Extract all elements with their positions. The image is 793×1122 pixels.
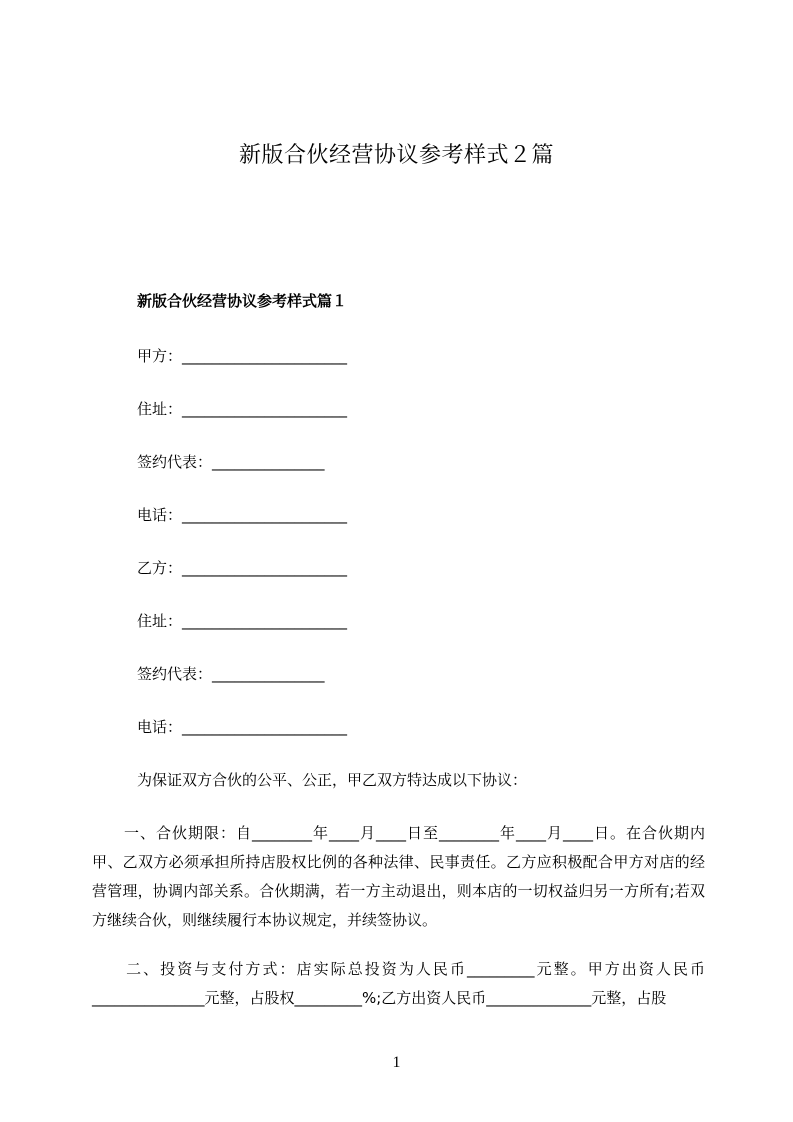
party-a-address-field: 住址：______________________ — [137, 400, 348, 418]
party-a-phone-field: 电话：______________________ — [137, 506, 348, 524]
party-a-name-field: 甲方：______________________ — [137, 347, 348, 365]
clause-1-term: 一、合伙期限：自________年____月____日至________年____月____日。在合伙期内甲、乙双方必须承担所持店股权比例的各种法律、民事责任。乙方应积极配合甲方对店的经营管理，协调内部关系。合伙期满，若一方主动退出，则本店的一切权益归另一方所有;若双方继续合伙，则继续履行本协议规定，并续签协议。 — [92, 824, 705, 929]
intro-text: 为保证双方合伙的公平、公正，甲乙双方特达成以下协议： — [137, 771, 528, 789]
document-title: 新版合伙经营协议参考样式２篇 — [238, 143, 554, 168]
party-b-name-field: 乙方：______________________ — [137, 559, 348, 577]
party-a-representative-field: 签约代表：_______________ — [137, 453, 325, 471]
clause-2-investment: 二、投资与支付方式：店实际总投资为人民币_________元整。甲方出资人民币_______________元整，占股权_________%;乙方出资人民币______________元整，占股 — [92, 960, 705, 1007]
party-b-phone-field: 电话：______________________ — [137, 718, 348, 736]
page-number: 1 — [392, 1054, 401, 1071]
section-heading: 新版合伙经营协议参考样式篇１ — [137, 292, 348, 310]
party-b-representative-field: 签约代表：_______________ — [137, 665, 325, 683]
party-b-address-field: 住址：______________________ — [137, 612, 348, 630]
